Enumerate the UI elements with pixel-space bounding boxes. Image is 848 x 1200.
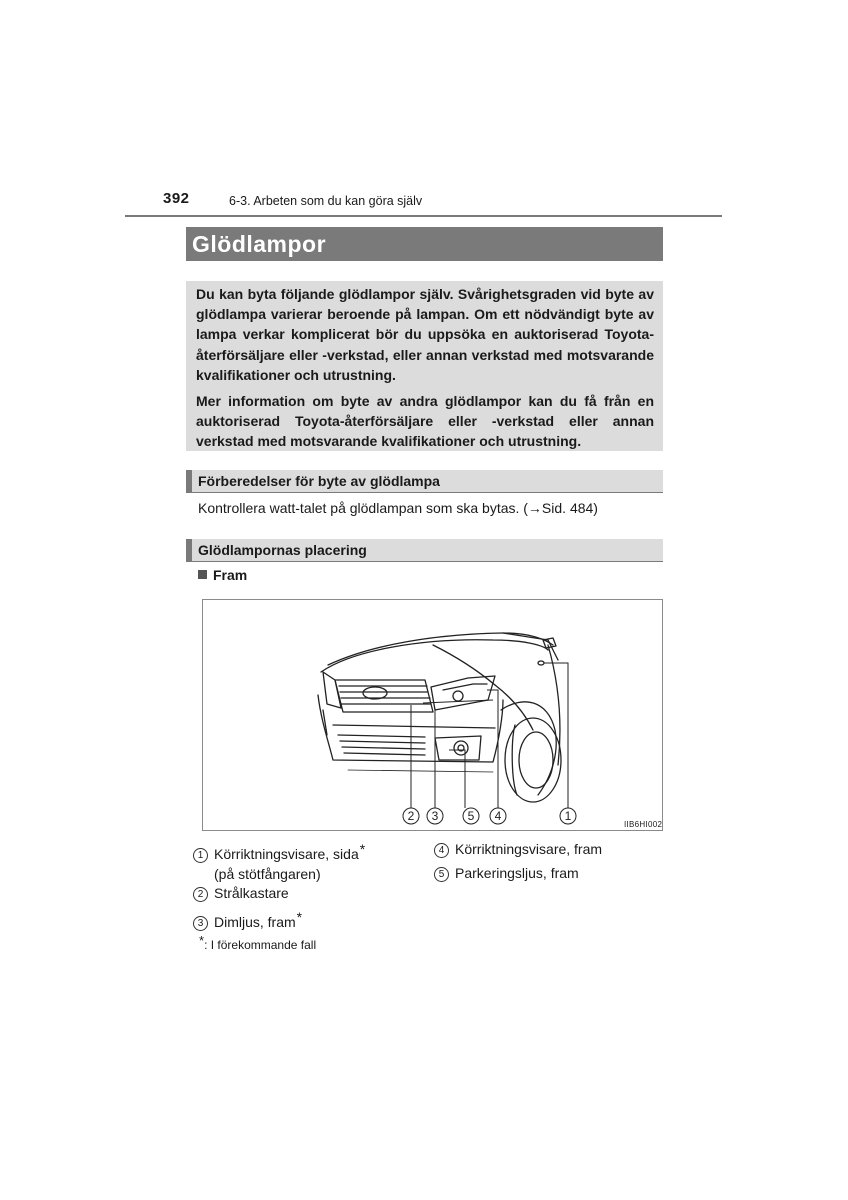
legend-text: Körriktningsvisare, sida bbox=[214, 846, 359, 862]
legend-number: 1 bbox=[193, 848, 208, 863]
callout-label: 3 bbox=[431, 809, 439, 823]
legend-subtext: (på stötfångaren) bbox=[214, 866, 321, 882]
legend-item bbox=[193, 839, 365, 884]
legend-text: Dimljus, fram bbox=[214, 914, 296, 930]
footnote-asterisk: * bbox=[199, 933, 205, 948]
legend-text: Parkeringsljus, fram bbox=[455, 865, 579, 881]
placement-heading: Glödlampornas placering bbox=[186, 539, 663, 562]
legend-number: 2 bbox=[193, 887, 208, 902]
figure-code: IIB6HI002 bbox=[624, 820, 663, 829]
legend-number: 5 bbox=[434, 867, 449, 882]
preparation-text: Kontrollera watt-talet på glödlampan som ska bytas. (→Sid. 484) bbox=[198, 500, 598, 516]
intro-box bbox=[186, 281, 663, 451]
callout-label: 4 bbox=[494, 809, 502, 823]
asterisk-mark: * bbox=[359, 841, 366, 857]
legend-text: Körriktningsvisare, fram bbox=[455, 841, 603, 857]
section-reference: 6-3. Arbeten som du kan göra själv bbox=[229, 194, 423, 208]
legend-item bbox=[434, 839, 602, 859]
page-number: 392 bbox=[163, 190, 190, 207]
header-divider bbox=[125, 215, 722, 217]
legend-item bbox=[193, 883, 289, 903]
footnote bbox=[198, 933, 316, 952]
front-bullet bbox=[198, 567, 247, 583]
footnote-text: : I förekommande fall bbox=[204, 938, 317, 952]
bullet-square-icon bbox=[198, 570, 207, 579]
legend-item bbox=[193, 907, 302, 932]
legend-item bbox=[434, 863, 579, 883]
front-lights-figure bbox=[202, 599, 663, 831]
preparation-heading: Förberedelser för byte av glödlampa bbox=[186, 470, 663, 493]
legend-text: Strålkastare bbox=[214, 885, 289, 901]
intro-paragraph-2: Mer information om byte av andra glödlampor kan du få från en auktoriserad Toyota-återförsäljare eller -verkstad eller annan verkstad med motsvarande kvalifikationer och utrustning. bbox=[196, 393, 654, 450]
callout-label: 5 bbox=[467, 809, 475, 823]
front-bullet-label: Fram bbox=[213, 567, 248, 583]
legend-number: 4 bbox=[434, 843, 449, 858]
asterisk-mark: * bbox=[296, 909, 303, 925]
callout-label: 1 bbox=[564, 809, 572, 823]
callout-label: 2 bbox=[407, 809, 415, 823]
intro-paragraph-1: Du kan byta följande glödlampor själv. Svårighetsgraden vid byte av glödlampa varierar beroende på lampan. Om ett nödvändigt byte av lampa verkar komplicerat bör du uppsöka en auktoriserad Toyota-återförsäljare eller -verkstad, eller annan verkstad med motsvarande kvalifikationer och utrustning. bbox=[196, 286, 654, 383]
page-title: Glödlampor bbox=[186, 227, 663, 261]
car-front-illustration bbox=[203, 600, 662, 830]
legend-number: 3 bbox=[193, 916, 208, 931]
